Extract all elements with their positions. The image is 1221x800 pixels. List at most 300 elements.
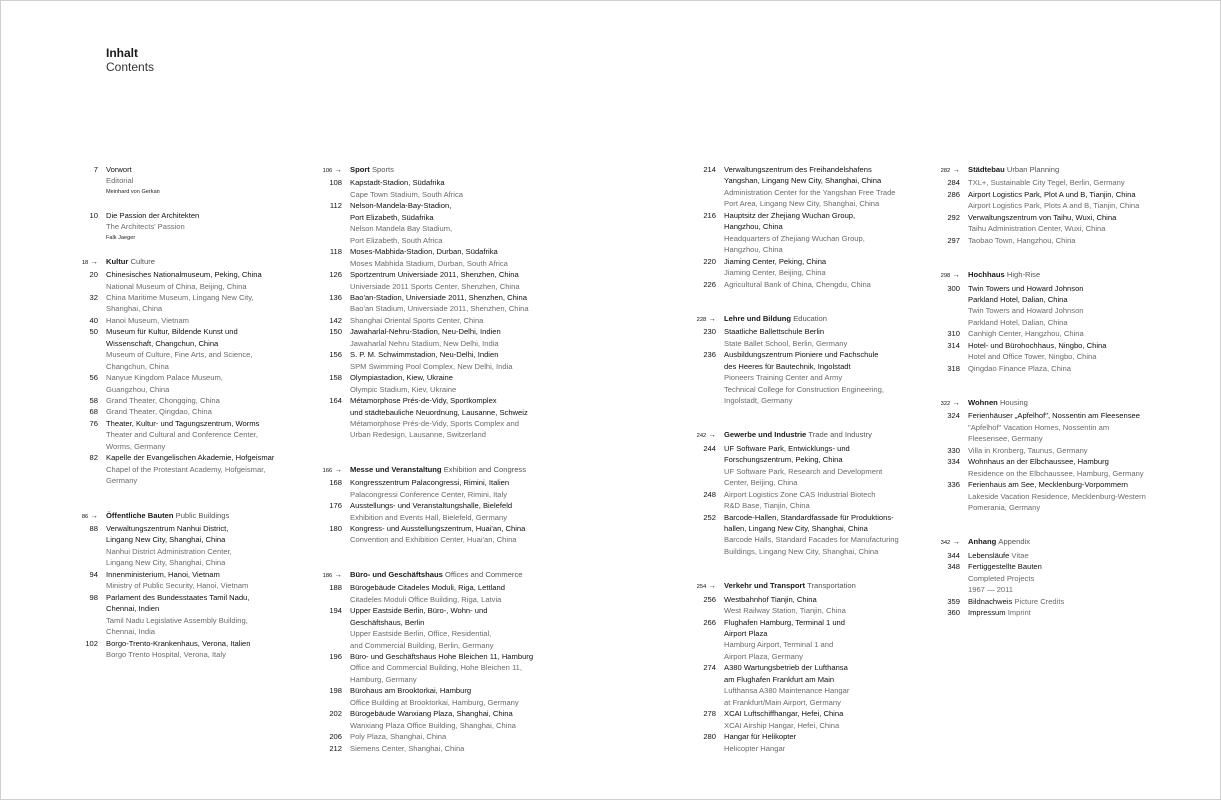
entry-title	[350, 349, 544, 360]
toc-entry	[678, 443, 918, 454]
toc-entry	[678, 221, 918, 232]
page-number	[60, 626, 106, 637]
entry-title	[724, 628, 918, 639]
toc-entry	[678, 594, 918, 605]
entry-title	[106, 221, 300, 232]
page-number	[678, 674, 724, 685]
entry-title-english: Taihu Administration Center, Wuxi, China	[968, 224, 1106, 234]
page-number: 278	[703, 709, 716, 719]
entry-title	[106, 338, 300, 349]
page-number	[60, 649, 106, 660]
toc-entry	[304, 223, 544, 234]
entry-title	[350, 395, 544, 406]
entry-title-german: Jiaming Center, Peking, China	[724, 256, 827, 266]
toc-entry	[922, 491, 1162, 502]
author-line	[60, 233, 300, 244]
entry-title	[350, 177, 544, 188]
spacer	[304, 546, 544, 557]
page-number	[304, 594, 350, 605]
entry-title	[350, 685, 544, 696]
entry-title	[724, 279, 918, 290]
entry-title-english: Nanhui District Administration Center,	[106, 546, 232, 556]
toc-entry	[304, 605, 544, 616]
entry-title-english: The Architects' Passion	[106, 222, 185, 232]
entry-title-german: Moses-Mabhida-Stadion, Durban, Südafrika	[350, 247, 498, 257]
toc-entry	[304, 512, 544, 523]
toc-entry	[60, 164, 300, 175]
arrow-right-icon: →	[332, 464, 342, 474]
entry-title-english: Nanyue Kingdom Palace Museum,	[106, 373, 223, 383]
entry-title	[106, 569, 300, 580]
entry-title-english: "Apfelhof" Vacation Homes, Nossentin am	[968, 422, 1110, 432]
toc-entry	[678, 267, 918, 278]
toc-entry	[304, 258, 544, 269]
page-number	[922, 422, 968, 433]
entry-title	[724, 697, 918, 708]
toc-entry	[922, 200, 1162, 211]
entry-title-german: Bildnachweis	[968, 596, 1013, 606]
entry-title	[968, 223, 1162, 234]
entry-title-english: Germany	[106, 476, 138, 486]
entry-title-english: Theater and Cultural and Conference Center,	[106, 430, 258, 440]
toc-entry	[678, 256, 918, 267]
page-number	[60, 361, 106, 372]
entry-title	[350, 708, 544, 719]
page-number	[678, 313, 724, 326]
entry-title-german: Impressum	[968, 608, 1006, 618]
page-number	[678, 546, 724, 557]
page-number: 236	[703, 350, 716, 360]
page-number	[678, 361, 724, 372]
entry-title-german: Fertiggestellte Bauten	[968, 562, 1042, 572]
entry-title	[350, 697, 544, 708]
entry-title-english: Pioneers Training Center and Army	[724, 373, 843, 383]
arrow-right-icon: →	[706, 581, 716, 591]
entry-title-english: Grand Theater, Chongqing, China	[106, 396, 220, 406]
entry-title	[968, 550, 1162, 561]
section-title	[968, 164, 1162, 177]
entry-title-english: Wanxiang Plaza Office Building, Shanghai, China	[350, 720, 516, 730]
entry-title	[350, 662, 544, 673]
entry-title-german: Port Elizabeth, Südafrika	[350, 212, 434, 222]
entry-title	[968, 584, 1162, 595]
section-page-number: 242	[696, 433, 707, 440]
section-heading	[304, 569, 544, 582]
entry-title	[106, 210, 300, 221]
entry-title-english: Editorial	[106, 176, 134, 186]
entry-title-english: Technical College for Construction Engineering,	[724, 384, 884, 394]
toc-entry	[678, 477, 918, 488]
section-title	[968, 536, 1162, 549]
entry-title	[106, 615, 300, 626]
page-number: 230	[703, 327, 716, 337]
page-number	[60, 546, 106, 557]
entry-title-english: and Commercial Building, Berlin, Germany	[350, 640, 494, 650]
page-number: 56	[89, 373, 98, 383]
toc-entry	[304, 662, 544, 673]
entry-title	[724, 244, 918, 255]
page-number	[60, 580, 106, 591]
entry-title-german: Olympiastadion, Kiew, Ukraine	[350, 373, 453, 383]
toc-entry	[60, 452, 300, 463]
page-number	[60, 475, 106, 486]
toc-entry	[60, 175, 300, 186]
page-number: 212	[329, 743, 342, 753]
page-number: 112	[329, 201, 342, 211]
page-number: 196	[329, 651, 342, 661]
entry-title-english: Qingdao Finance Plaza, China	[968, 363, 1072, 373]
entry-title	[968, 607, 1162, 618]
page-number	[304, 720, 350, 731]
entry-title-english: Administration Center for the Yangshan Free Trade	[724, 187, 896, 197]
entry-title	[350, 743, 544, 754]
entry-title-english: Airport Logistics Park, Plots A and B, Tianjin, China	[968, 201, 1140, 211]
page-number	[922, 584, 968, 595]
entry-title	[724, 685, 918, 696]
toc-entry	[304, 395, 544, 406]
entry-title-german: Geschäftshaus, Berlin	[350, 617, 425, 627]
section-heading	[678, 429, 918, 442]
section-heading	[678, 580, 918, 593]
entry-title	[350, 731, 544, 742]
entry-title-english: Changchun, China	[106, 361, 169, 371]
toc-entry	[304, 651, 544, 662]
page-number	[922, 294, 968, 305]
toc-entry	[678, 384, 918, 395]
toc-entry	[304, 685, 544, 696]
toc-entry	[304, 269, 544, 280]
entry-title	[724, 338, 918, 349]
page-number: 226	[703, 279, 716, 289]
page-number	[60, 615, 106, 626]
page-number: 102	[85, 638, 98, 648]
section-page-number: 298	[940, 273, 951, 280]
page-number: 318	[947, 363, 960, 373]
entry-title-english: Métamorphose Prés-de-Vidy, Sports Complex and	[350, 418, 519, 428]
section-heading	[304, 464, 544, 477]
entry-title	[350, 326, 544, 337]
page-number	[678, 372, 724, 383]
entry-title	[968, 445, 1162, 456]
toc-entry	[922, 177, 1162, 188]
toc-entry	[678, 605, 918, 616]
entry-title	[724, 489, 918, 500]
section-title	[106, 510, 300, 523]
entry-title-english: Picture Credits	[1014, 596, 1065, 606]
page-number	[678, 628, 724, 639]
entry-title-english: Pomerania, Germany	[968, 503, 1041, 513]
entry-title	[724, 187, 918, 198]
entry-title	[968, 468, 1162, 479]
entry-title	[350, 720, 544, 731]
entry-title-english: Villa in Kronberg, Taunus, Germany	[968, 445, 1088, 455]
entry-title	[350, 534, 544, 545]
entry-title	[350, 594, 544, 605]
author-name: Falk Jaeger	[106, 234, 136, 241]
entry-title	[350, 489, 544, 500]
arrow-right-icon: →	[706, 430, 716, 440]
entry-title	[968, 294, 1162, 305]
entry-title-english: Completed Projects	[968, 573, 1035, 583]
entry-title-english: Ministry of Public Security, Hanoi, Vietnam	[106, 581, 249, 591]
entry-title-german: Staatliche Ballettschule Berlin	[724, 327, 825, 337]
entry-title	[724, 605, 918, 616]
entry-title	[968, 422, 1162, 433]
toc-entry	[60, 406, 300, 417]
toc-entry	[60, 326, 300, 337]
page-number: 82	[89, 453, 98, 463]
page-number: 142	[329, 315, 342, 325]
toc-entry	[922, 410, 1162, 421]
entry-title	[106, 292, 300, 303]
entry-title-english: Office Building at Brooktorkai, Hamburg, Germany	[350, 697, 519, 707]
page-number: 280	[703, 732, 716, 742]
page-number	[678, 523, 724, 534]
entry-title	[350, 640, 544, 651]
entry-title-german: Museum für Kultur, Bildende Kunst und	[106, 327, 238, 337]
section-heading	[678, 313, 918, 326]
page-number	[678, 685, 724, 696]
toc-entry	[60, 418, 300, 429]
toc-entry	[922, 422, 1162, 433]
toc-entry	[678, 279, 918, 290]
toc-entry	[922, 584, 1162, 595]
spacer	[678, 418, 918, 429]
page-number: 188	[329, 583, 342, 593]
page-number	[304, 258, 350, 269]
toc-entry	[304, 235, 544, 246]
entry-title-english: Headquarters of Zhejiang Wuchan Group,	[724, 233, 865, 243]
section-heading	[922, 164, 1162, 177]
entry-title	[350, 500, 544, 511]
toc-entry	[304, 361, 544, 372]
section-page-number: 166	[322, 467, 333, 474]
page-number	[60, 603, 106, 614]
page-number	[304, 384, 350, 395]
entry-title-german: Flughafen Hamburg, Terminal 1 und	[724, 617, 846, 627]
spacer	[678, 557, 918, 568]
page-number	[60, 349, 106, 360]
toc-entry	[60, 569, 300, 580]
page-number	[678, 639, 724, 650]
entry-title	[968, 200, 1162, 211]
toc-entry	[922, 328, 1162, 339]
page-number	[678, 244, 724, 255]
entry-title	[724, 743, 918, 754]
page-number	[678, 429, 724, 442]
entry-title-english: Lakeside Vacation Residence, Mecklenburg-Western	[968, 491, 1146, 501]
section-title-german: Öffentliche Bauten	[106, 510, 174, 520]
entry-title	[724, 256, 918, 267]
section-heading	[60, 256, 300, 269]
entry-title-english: Worms, Germany	[106, 441, 166, 451]
toc-entry	[678, 210, 918, 221]
contents-title	[106, 46, 154, 74]
page-number: 292	[947, 212, 960, 222]
spacer	[678, 569, 918, 580]
toc-entry	[678, 720, 918, 731]
entry-title	[968, 479, 1162, 490]
toc-entry	[678, 233, 918, 244]
spacer	[922, 258, 1162, 269]
entry-title	[106, 303, 300, 314]
entry-title-english: Jiaming Center, Beijing, China	[724, 268, 826, 278]
section-title-english: Culture	[130, 256, 155, 266]
entry-title-german: Verwaltungszentrum des Freihandelshafens	[724, 165, 872, 174]
toc-entry	[678, 743, 918, 754]
page-number: 7	[93, 165, 98, 174]
entry-title	[106, 626, 300, 637]
entry-title	[968, 491, 1162, 502]
toc-entry	[60, 523, 300, 534]
toc-entry	[60, 338, 300, 349]
toc-entry	[304, 697, 544, 708]
page-number	[60, 441, 106, 452]
page-number: 300	[947, 283, 960, 293]
page-number	[678, 384, 724, 395]
entry-title	[350, 303, 544, 314]
toc-entry	[60, 475, 300, 486]
toc-entry	[922, 212, 1162, 223]
entry-title-german: Kapelle der Evangelischen Akademie, Hofgeismar	[106, 453, 275, 463]
page-number	[304, 223, 350, 234]
section-heading	[922, 397, 1162, 410]
toc-entry	[304, 281, 544, 292]
toc-entry	[304, 674, 544, 685]
section-title-english: Sports	[371, 165, 394, 174]
entry-title-english: Lufthansa A380 Maintenance Hangar	[724, 686, 850, 696]
toc-entry	[922, 340, 1162, 351]
toc-entry	[60, 603, 300, 614]
toc-entry	[60, 372, 300, 383]
section-page-number: 322	[940, 401, 951, 407]
entry-title-english: Grand Theater, Qingdao, China	[106, 407, 212, 417]
entry-title-german: Hangar für Helikopter	[724, 732, 797, 742]
entry-title	[106, 534, 300, 545]
entry-title	[350, 418, 544, 429]
toc-entry	[304, 372, 544, 383]
entry-title	[106, 384, 300, 395]
entry-title	[724, 674, 918, 685]
section-title-german: Wohnen	[968, 398, 998, 407]
toc-entry	[922, 596, 1162, 607]
page-number	[60, 464, 106, 475]
entry-title	[106, 429, 300, 440]
toc-entry	[922, 189, 1162, 200]
toc-entry	[60, 384, 300, 395]
page-number	[304, 674, 350, 685]
entry-title	[350, 281, 544, 292]
toc-entry	[922, 550, 1162, 561]
entry-title	[968, 283, 1162, 294]
entry-title-english: Imprint	[1007, 608, 1031, 618]
entry-title-german: Bao'an-Stadion, Universiade 2011, Shenzhen, China	[350, 292, 527, 302]
toc-entry	[304, 429, 544, 440]
toc-entry	[60, 269, 300, 280]
spacer	[922, 525, 1162, 536]
entry-title	[968, 456, 1162, 467]
entry-title-english: Olympic Stadium, Kiev, Ukraine	[350, 384, 457, 394]
page-number: 334	[947, 457, 960, 467]
page-number	[60, 233, 106, 244]
entry-title-german: Nelson-Mandela-Bay-Stadion,	[350, 201, 452, 211]
toc-entry	[922, 445, 1162, 456]
entry-title	[350, 200, 544, 211]
entry-title	[724, 512, 918, 523]
section-page-number: 86	[81, 513, 89, 520]
toc-entry	[304, 534, 544, 545]
entry-title	[968, 328, 1162, 339]
section-title-english: Exhibition and Congress	[443, 464, 527, 474]
entry-title	[350, 361, 544, 372]
entry-title-german: Verwaltungszentrum Nanhui District,	[106, 523, 229, 533]
section-heading	[922, 269, 1162, 282]
toc-entry	[60, 615, 300, 626]
entry-title-english: Hamburg Airport, Terminal 1 and	[724, 640, 834, 650]
entry-title	[106, 281, 300, 292]
entry-title-english: Shanghai, China	[106, 304, 163, 314]
entry-title-english: Museum of Culture, Fine Arts, and Science,	[106, 350, 253, 360]
section-title-english: Public Buildings	[175, 510, 230, 520]
section-title-german: Sport	[350, 165, 370, 174]
page-number	[922, 502, 968, 513]
entry-title	[724, 372, 918, 383]
toc-entry	[922, 317, 1162, 328]
entry-title	[350, 523, 544, 534]
page-number	[678, 743, 724, 754]
entry-title-english: Exhibition and Events Hall, Bielefeld, Germany	[350, 512, 508, 522]
page-number	[304, 361, 350, 372]
page-number: 118	[329, 247, 342, 257]
section-heading	[60, 510, 300, 523]
spacer	[678, 290, 918, 301]
toc-entry	[678, 349, 918, 360]
toc-entry	[678, 372, 918, 383]
toc-entry	[304, 326, 544, 337]
entry-title	[350, 338, 544, 349]
toc-entry	[678, 651, 918, 662]
entry-title-german: Chennai, Indien	[106, 604, 160, 614]
entry-title-english: Hamburg, Germany	[350, 674, 417, 684]
entry-title-german: Innenministerium, Hanoi, Vietnam	[106, 569, 220, 579]
entry-title-english: China Maritime Museum, Lingang New City,	[106, 292, 254, 302]
toc-entry	[678, 662, 918, 673]
entry-title	[106, 418, 300, 429]
entry-title-german: Parlament des Bundesstaates Tamil Nadu,	[106, 592, 250, 602]
entry-title-german: Chinesisches Nationalmuseum, Peking, China	[106, 270, 262, 280]
section-title-english: High-Rise	[1006, 270, 1041, 280]
toc-column-2	[304, 164, 544, 754]
entry-title-german: XCAI Luftschiffhangar, Hefei, China	[724, 709, 844, 719]
toc-entry	[60, 303, 300, 314]
toc-entry	[304, 189, 544, 200]
page-number	[304, 338, 350, 349]
entry-title	[968, 235, 1162, 246]
page-number	[678, 267, 724, 278]
entry-title-german: Wohnhaus an der Elbchaussee, Hamburg	[968, 457, 1109, 467]
section-title-english: Housing	[999, 398, 1028, 407]
toc-entry	[60, 626, 300, 637]
entry-title	[106, 452, 300, 463]
spacer	[304, 452, 544, 463]
toc-entry	[678, 685, 918, 696]
entry-title	[350, 628, 544, 639]
toc-entry	[922, 283, 1162, 294]
page-number	[678, 187, 724, 198]
entry-title-english: Office and Commercial Building, Hohe Bleichen 11,	[350, 663, 522, 673]
entry-title-german: Vorwort	[106, 165, 132, 174]
section-title	[968, 397, 1162, 410]
